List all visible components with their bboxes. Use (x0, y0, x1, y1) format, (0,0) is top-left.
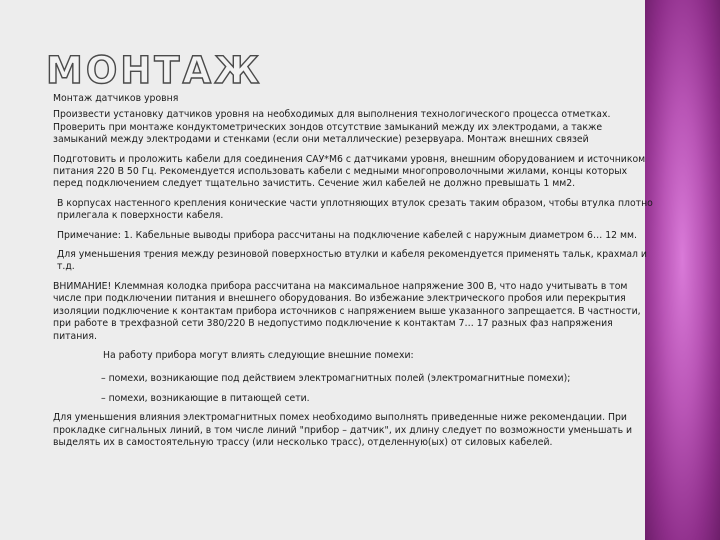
paragraph: В корпусах настенного крепления конические части уплотняющих втулок срезать таким образом, чтобы втулка плотно прилегала к поверхности кабеля. (57, 197, 653, 222)
paragraph: Произвести установку датчиков уровня на необходимых для выполнения технологического процесса отметках. Проверить при монтаже кондуктометрических зондов отсутствие замыканий между их электродами, а также замыканий между электродами и стенками (если они металлические) резервуара. Монтаж внешних связей (53, 109, 611, 146)
decorative-accent-bar (645, 0, 720, 540)
paragraph-interference-intro: На работу прибора могут влиять следующие внешние помехи: (103, 349, 414, 361)
paragraph-warning: ВНИМАНИЕ! Клеммная колодка прибора рассчитана на максимальное напряжение 300 В, что надо учитывать в том числе при подключении питания и внешнего оборудования. Во избежание электрического пробоя или перекрытия изоляции подключение к контактам прибора источников с напряжением выше указанного запрещается. В частности, при работе в трехфазной сети 380/220 В недопустимо подключение к контактам 7… 17 разных фаз напряжения питания. (53, 280, 641, 342)
slide-title: МОНТАЖ (46, 49, 263, 92)
list-item: – помехи, возникающие в питающей сети. (101, 392, 310, 404)
paragraph: Подготовить и проложить кабели для соединения САУ*М6 с датчиками уровня, внешним оборудованием и источником питания 220 В 50 Гц. Рекомендуется использовать кабели с медными многопроволочными жилами, концы которых перед подключением следует тщательно зачистить. Сечение жил кабелей не должно превышать 1 мм2. (53, 153, 646, 190)
paragraph-note: Примечание: 1. Кабельные выводы прибора рассчитаны на подключение кабелей с наружным диаметром 6… 12 мм. (57, 229, 637, 241)
paragraph: Для уменьшения трения между резиновой поверхностью втулки и кабеля рекомендуется применять тальк, крахмал и т.д. (57, 249, 647, 273)
paragraph: Для уменьшения влияния электромагнитных помех необходимо выполнять приведенные ниже рекомендации. При прокладке сигнальных линий, в том числе линий "прибор – датчик", их длину следует по возможности уменьшать и выделять их в самостоятельную трассу (или несколько трасс), отделенную(ых) от силовых кабелей. (53, 412, 633, 448)
slide-body (53, 93, 653, 456)
paragraph-subtitle: Монтаж датчиков уровня (53, 93, 179, 104)
list-item: – помехи, возникающие под действием электромагнитных полей (электромагнитные помехи); (101, 373, 571, 385)
